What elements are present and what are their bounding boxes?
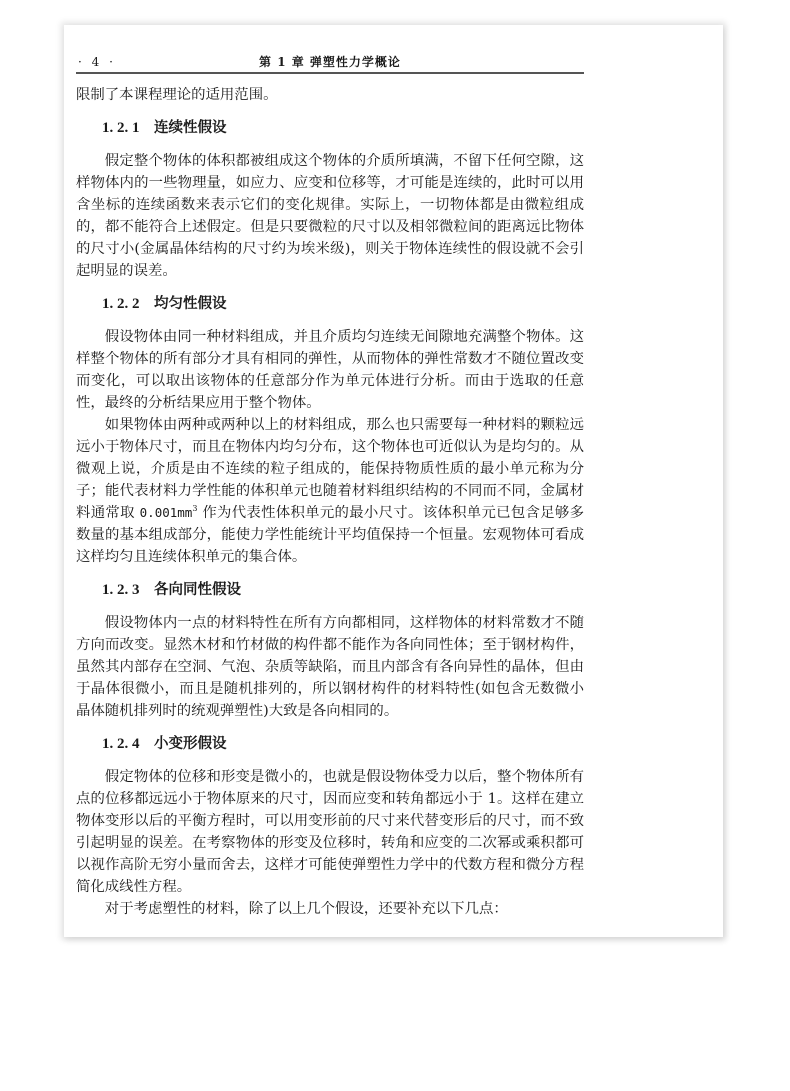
- chapter-title: 第 1 章 弹塑性力学概论: [259, 55, 401, 69]
- section-heading-1-2-3: [76, 578, 584, 602]
- page-number: · 4 ·: [78, 55, 116, 69]
- section-heading-1-2-2: [76, 292, 584, 316]
- paragraph: 假定物体的位移和形变是微小的，也就是假设物体受力以后，整个物体所有点的位移都远远小于物体原来的尺寸，因而应变和转角都远小于 1。这样在建立物体变形以后的平衡方程时，可以用变形前的尺寸来代替变形后的尺寸，而不致引起明显的误差。在考察物体的形变及位移时，转角和应变的二次幂或乘积都可以视作高阶无穷小量而舍去，这样才可能使弹塑性力学中的代数方程和微分方程简化成线性方程。: [76, 769, 584, 895]
- section-number: 1. 2. 4: [102, 736, 140, 752]
- section-title: 小变形假设: [154, 736, 227, 752]
- section-number: 1. 2. 1: [102, 120, 140, 136]
- section-heading-1-2-1: [76, 116, 584, 140]
- lead-paragraph: 限制了本课程理论的适用范围。: [76, 87, 278, 103]
- page-body: [76, 84, 584, 920]
- section-number: 1. 2. 2: [102, 296, 140, 312]
- section-title: 均匀性假设: [154, 296, 227, 312]
- superscript: 3: [192, 504, 198, 514]
- section-title: 各向同性假设: [154, 582, 241, 598]
- paragraph: 假定整个物体的体积都被组成这个物体的介质所填满，不留下任何空隙，这样物体内的一些物理量，如应力、应变和位移等，才可能是连续的，此时可以用含坐标的连续函数来表示它们的变化规律。实际上，一切物体都是由微粒组成的，都不能符合上述假定。但是只要微粒的尺寸以及相邻微粒间的距离远比物体的尺寸小(金属晶体结构的尺寸约为埃米级)，则关于物体连续性的假设就不会引起明显的误差。: [76, 153, 584, 279]
- section-number: 1. 2. 3: [102, 582, 140, 598]
- paragraph: 假设物体内一点的材料特性在所有方向都相同，这样物体的材料常数才不随方向而改变。显然木材和竹材做的构件都不能作为各向同性体；至于钢材构件，虽然其内部存在空洞、气泡、杂质等缺陷，而且内部含有各向异性的晶体，但由于晶体很微小，而且是随机排列的，所以钢材构件的材料特性(如包含无数微小晶体随机排列时的统观弹塑性)大致是各向相同的。: [76, 615, 584, 719]
- paragraph: [76, 414, 584, 568]
- running-header: [76, 52, 584, 72]
- paragraph: 假设物体由同一种材料组成，并且介质均匀连续无间隙地充满整个物体。这样整个物体的所有部分才具有相同的弹性，从而物体的弹性常数才不随位置改变而变化，可以取出该物体的任意部分作为单元体进行分析。而由于选取的任意性，最终的分析结果应用于整个物体。: [76, 329, 584, 411]
- paragraph-text: 如果物体由两种或两种以上的材料组成，那么也只需要每一种材料的颗粒远远小于物体尺寸，而且在物体内均匀分布，这个物体也可近似认为是均匀的。从微观上说，介质是由不连续的粒子组成的，能保持物质性质的最小单元称为分子；能代表材料力学性能的体积单元也随着材料组织结构的不同而不同，金属材料通常取: [76, 417, 584, 521]
- paragraph: 对于考虑塑性的材料，除了以上几个假设，还要补充以下几点：: [104, 901, 508, 917]
- volume-value: 0.001mm: [139, 505, 193, 520]
- header-rule: [76, 72, 584, 74]
- paragraph-text: 作为代表性体积单元的最小尺寸。该体积单元已包含足够多数量的基本组成部分，能使力学性能统计平均值保持一个恒量。宏观物体可看成这样均匀且连续体积单元的集合体。: [76, 505, 585, 565]
- section-title: 连续性假设: [154, 120, 227, 136]
- section-heading-1-2-4: [76, 732, 584, 756]
